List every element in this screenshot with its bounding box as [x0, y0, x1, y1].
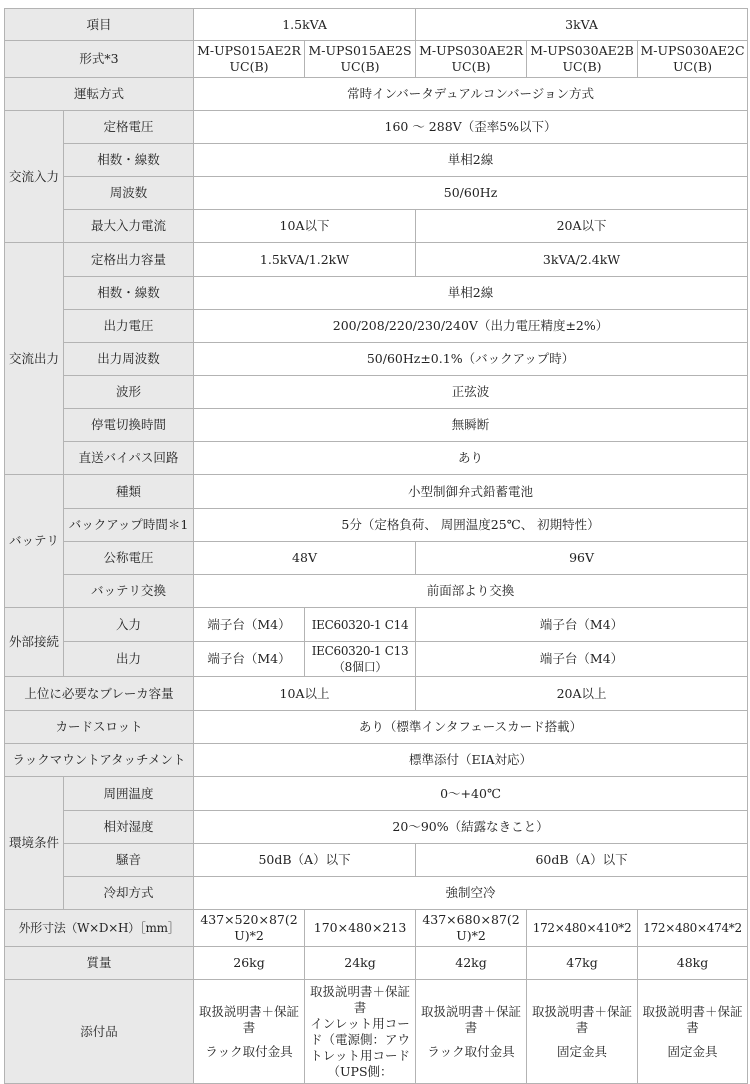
accessory-manual: 取扱説明書＋保証書 [532, 1003, 633, 1035]
ac-output-row [5, 376, 748, 409]
input-freq-value: 50/60Hz [194, 177, 748, 210]
battery-type-value: 小型制御弁式鉛蓄電池 [194, 475, 748, 509]
nominal-voltage-3kva: 96V [416, 542, 748, 575]
accessory-manual: 取扱説明書＋保証書 [199, 1003, 300, 1035]
env-row [5, 877, 748, 910]
output-phase-value: 単相2線 [194, 277, 748, 310]
battery-replace-value: 前面部より交換 [194, 575, 748, 608]
ac-output-row [5, 277, 748, 310]
mass-m5: 48kg [638, 947, 748, 980]
external-input-m1: 端子台（M4） [194, 608, 305, 642]
dimensions-row [5, 910, 748, 947]
mass-m4: 47kg [527, 947, 638, 980]
switch-time-label: 停電切換時間 [64, 409, 194, 442]
rack-row [5, 744, 748, 777]
output-phase-label: 相数・線数 [64, 277, 194, 310]
model-2: M-UPS015AE2SUC(B) [305, 41, 416, 78]
accessory-extra: ラック取付金具 [205, 1043, 293, 1059]
external-input-3kva: 端子台（M4） [416, 608, 748, 642]
env-row [5, 811, 748, 844]
ac-output-row [5, 409, 748, 442]
ac-output-row [5, 343, 748, 376]
external-output-m2-connector: IEC60320-1 C13 [311, 644, 409, 658]
bypass-label: 直送バイパス回路 [64, 442, 194, 475]
ac-output-group: 交流出力 [5, 243, 64, 475]
env-row [5, 777, 748, 811]
waveform-value: 正弦波 [194, 376, 748, 409]
noise-3kva: 60dB（A）以下 [416, 844, 748, 877]
ac-input-row [5, 144, 748, 177]
header-row [5, 9, 748, 41]
ac-output-row [5, 310, 748, 343]
accessories-m4 [527, 980, 638, 1084]
external-row [5, 608, 748, 642]
battery-group: バッテリ [5, 475, 64, 608]
battery-type-label: 種類 [64, 475, 194, 509]
rated-voltage-label: 定格電圧 [64, 111, 194, 144]
operation-value: 常時インバータデュアルコンバージョン方式 [194, 78, 748, 111]
dimensions-m1: 437×520×87(2U)*2 [194, 910, 305, 947]
ac-input-group: 交流入力 [5, 111, 64, 243]
mass-m3: 42kg [416, 947, 527, 980]
max-current-label: 最大入力電流 [64, 210, 194, 243]
input-freq-label: 周波数 [64, 177, 194, 210]
accessories-m2 [305, 980, 416, 1084]
backup-time-label: バックアップ時間＊1 [64, 509, 194, 542]
accessory-extra: インレット用コード（電源側：アウトレット用コード（UPS側： [310, 1015, 411, 1079]
input-phase-value: 単相2線 [194, 144, 748, 177]
capacity-label: 定格出力容量 [64, 243, 194, 277]
ac-output-row [5, 243, 748, 277]
dimensions-m3: 437×680×87(2U)*2 [416, 910, 527, 947]
temperature-value: 0～+40℃ [194, 777, 748, 811]
mass-row [5, 947, 748, 980]
breaker-row [5, 677, 748, 711]
capacity-1-5kva: 1.5kVA/1.2kW [194, 243, 416, 277]
capacity-3kva: 3kVA/2.4kW [416, 243, 748, 277]
temperature-label: 周囲温度 [64, 777, 194, 811]
external-input-label: 入力 [64, 608, 194, 642]
model-4: M-UPS030AE2BUC(B) [527, 41, 638, 78]
model-3: M-UPS030AE2RUC(B) [416, 41, 527, 78]
max-current-3kva: 20A以下 [416, 210, 748, 243]
rated-voltage-value: 160 ～ 288V（歪率5%以下） [194, 111, 748, 144]
accessory-manual: 取扱説明書＋保証書 [642, 1003, 743, 1035]
bypass-value: あり [194, 442, 748, 475]
accessories-row [5, 980, 748, 1084]
switch-time-value: 無瞬断 [194, 409, 748, 442]
output-freq-value: 50/60Hz±0.1%（バックアップ時） [194, 343, 748, 376]
accessory-extra: 固定金具 [667, 1043, 718, 1059]
external-output-m2-count: （8個口） [332, 660, 388, 674]
breaker-1-5kva: 10A以上 [194, 677, 416, 711]
env-row [5, 844, 748, 877]
external-output-label: 出力 [64, 642, 194, 677]
battery-row [5, 542, 748, 575]
model-5: M-UPS030AE2CUC(B) [638, 41, 748, 78]
accessory-extra: ラック取付金具 [427, 1043, 515, 1059]
accessory-extra: 固定金具 [557, 1043, 608, 1059]
mass-m2: 24kg [305, 947, 416, 980]
external-output-m1: 端子台（M4） [194, 642, 305, 677]
input-phase-label: 相数・線数 [64, 144, 194, 177]
ac-output-row [5, 442, 748, 475]
card-slot-row [5, 711, 748, 744]
accessories-m5 [638, 980, 748, 1084]
external-input-m2: IEC60320-1 C14 [305, 608, 416, 642]
ac-input-row [5, 210, 748, 243]
spec-table [4, 8, 748, 1084]
noise-1-5kva: 50dB（A）以下 [194, 844, 416, 877]
accessory-manual: 取扱説明書＋保証書 [421, 1003, 522, 1035]
header-1-5kva: 1.5kVA [194, 9, 416, 41]
nominal-voltage-label: 公称電圧 [64, 542, 194, 575]
dimensions-m2: 170×480×213 [305, 910, 416, 947]
noise-label: 騒音 [64, 844, 194, 877]
cooling-label: 冷却方式 [64, 877, 194, 910]
output-freq-label: 出力周波数 [64, 343, 194, 376]
accessories-m3 [416, 980, 527, 1084]
dimensions-m4: 172×480×410*2 [527, 910, 638, 947]
env-group: 環境条件 [5, 777, 64, 910]
header-item: 項目 [5, 9, 194, 41]
nominal-voltage-1-5kva: 48V [194, 542, 416, 575]
accessories-label: 添付品 [5, 980, 194, 1084]
breaker-3kva: 20A以上 [416, 677, 748, 711]
external-output-3kva: 端子台（M4） [416, 642, 748, 677]
model-row [5, 41, 748, 78]
accessory-manual: 取扱説明書＋保証書 [310, 983, 411, 1015]
dimensions-m5: 172×480×474*2 [638, 910, 748, 947]
battery-row [5, 475, 748, 509]
battery-row [5, 575, 748, 608]
operation-label: 運転方式 [5, 78, 194, 111]
battery-replace-label: バッテリ交換 [64, 575, 194, 608]
external-output-m2 [305, 642, 416, 677]
card-slot-label: カードスロット [5, 711, 194, 744]
accessories-m1 [194, 980, 305, 1084]
humidity-label: 相対湿度 [64, 811, 194, 844]
output-voltage-label: 出力電圧 [64, 310, 194, 343]
rack-label: ラックマウントアタッチメント [5, 744, 194, 777]
cooling-value: 強制空冷 [194, 877, 748, 910]
humidity-value: 20～90%（結露なきこと） [194, 811, 748, 844]
waveform-label: 波形 [64, 376, 194, 409]
output-voltage-value: 200/208/220/230/240V（出力電圧精度±2%） [194, 310, 748, 343]
battery-row [5, 509, 748, 542]
mass-label: 質量 [5, 947, 194, 980]
ac-input-row [5, 111, 748, 144]
operation-row [5, 78, 748, 111]
dimensions-label: 外形寸法（W×D×H）［mm］ [5, 910, 194, 947]
backup-time-value: 5分（定格負荷、 周囲温度25℃、 初期特性） [194, 509, 748, 542]
max-current-1-5kva: 10A以下 [194, 210, 416, 243]
card-slot-value: あり（標準インタフェースカード搭載） [194, 711, 748, 744]
ac-input-row [5, 177, 748, 210]
mass-m1: 26kg [194, 947, 305, 980]
external-row [5, 642, 748, 677]
model-label: 形式*3 [5, 41, 194, 78]
external-group: 外部接続 [5, 608, 64, 677]
model-1: M-UPS015AE2RUC(B) [194, 41, 305, 78]
header-3kva: 3kVA [416, 9, 748, 41]
breaker-label: 上位に必要なブレーカ容量 [5, 677, 194, 711]
rack-value: 標準添付（EIA対応） [194, 744, 748, 777]
